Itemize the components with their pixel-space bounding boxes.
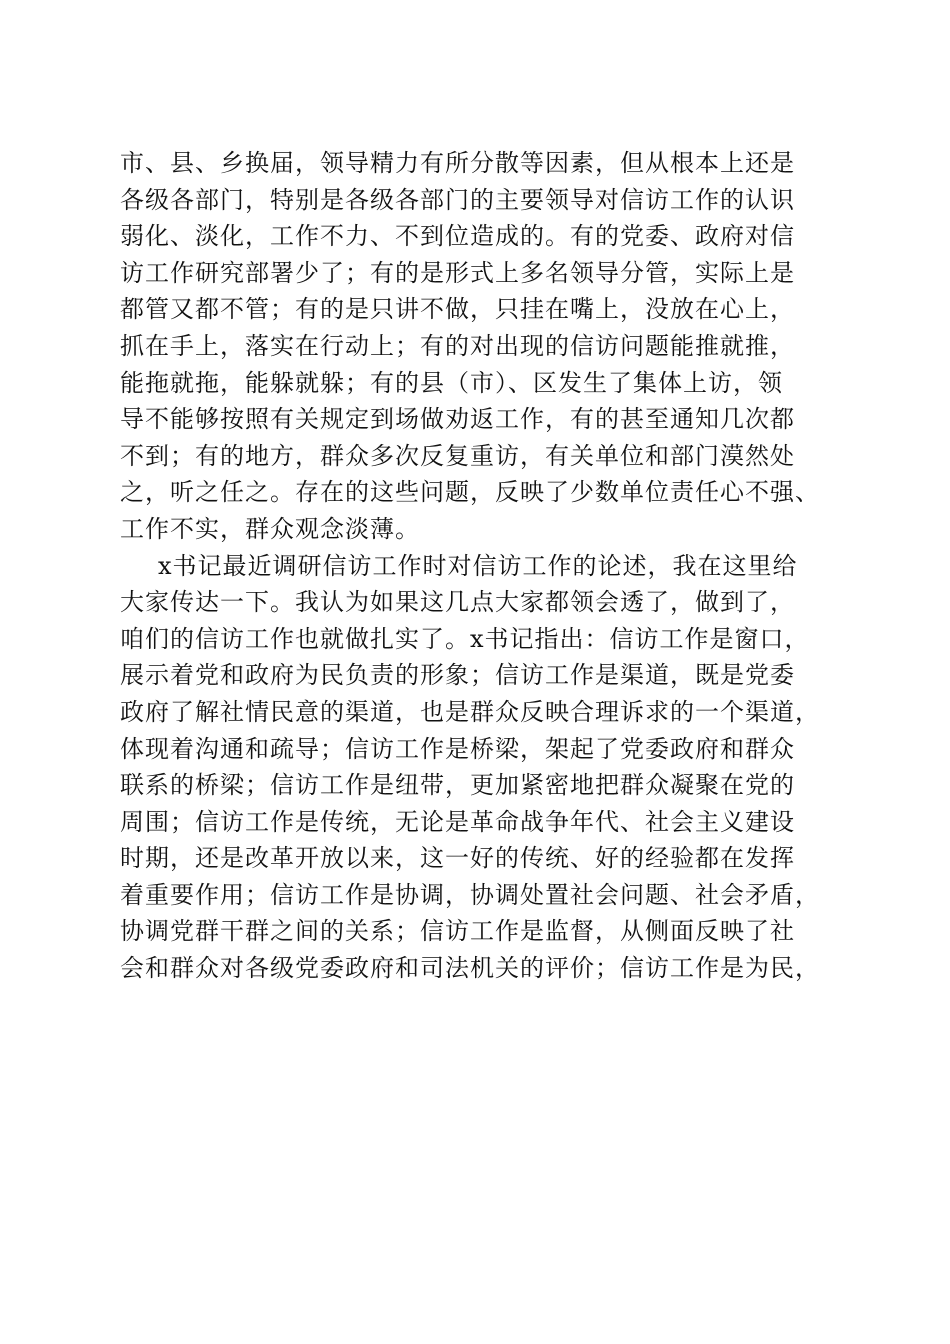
text-line: 体现着沟通和疏导；信访工作是桥梁，架起了党委政府和群众: [120, 734, 795, 763]
text-line: 周围；信访工作是传统，无论是革命战争年代、社会主义建设: [120, 807, 795, 836]
text-line: 抓在手上，落实在行动上；有的对出现的信访问题能推就推，: [120, 331, 795, 360]
text-line: 会和群众对各级党委政府和司法机关的评价；信访工作是为民，: [120, 954, 820, 983]
text-line: 市、县、乡换届，领导精力有所分散等因素，但从根本上还是: [120, 149, 795, 177]
text-line: 联系的桥梁；信访工作是纽带，更加紧密地把群众凝聚在党的: [120, 771, 795, 800]
paragraph-2: [120, 548, 840, 987]
text-line: 咱们的信访工作也就做扎实了。x书记指出：信访工作是窗口，: [120, 624, 810, 653]
text-line: 之，听之任之。存在的这些问题，反映了少数单位责任心不强、: [120, 478, 820, 507]
body-text: [120, 145, 840, 987]
text-line: 各级各部门，特别是各级各部门的主要领导对信访工作的认识: [120, 185, 795, 214]
text-line: 工作不实，群众观念淡薄。: [120, 514, 420, 543]
text-line: 政府了解社情民意的渠道，也是群众反映合理诉求的一个渠道，: [120, 697, 820, 726]
text-line: 导不能够按照有关规定到场做劝返工作，有的甚至通知几次都: [120, 405, 795, 434]
text-line: 不到；有的地方，群众多次反复重访，有关单位和部门漠然处: [120, 441, 795, 470]
text-line: x书记最近调研信访工作时对信访工作的论述，我在这里给: [158, 551, 798, 580]
text-line: 能拖就拖，能躲就躲；有的县（市）、区发生了集体上访，领: [120, 368, 783, 397]
text-line: 时期，还是改革开放以来，这一好的传统、好的经验都在发挥: [120, 844, 795, 873]
text-line: 展示着党和政府为民负责的形象；信访工作是渠道，既是党委: [120, 661, 795, 690]
text-line: 弱化、淡化，工作不力、不到位造成的。有的党委、政府对信: [120, 222, 795, 251]
text-line: 协调党群干群之间的关系；信访工作是监督，从侧面反映了社: [120, 917, 795, 946]
text-line: 都管又都不管；有的是只讲不做，只挂在嘴上，没放在心上，: [120, 295, 795, 324]
text-line: 大家传达一下。我认为如果这几点大家都领会透了，做到了，: [120, 588, 795, 617]
text-line: 访工作研究部署少了；有的是形式上多名领导分管，实际上是: [120, 258, 795, 287]
paragraph-1: [120, 145, 840, 548]
text-line: 着重要作用；信访工作是协调，协调处置社会问题、社会矛盾，: [120, 880, 820, 909]
